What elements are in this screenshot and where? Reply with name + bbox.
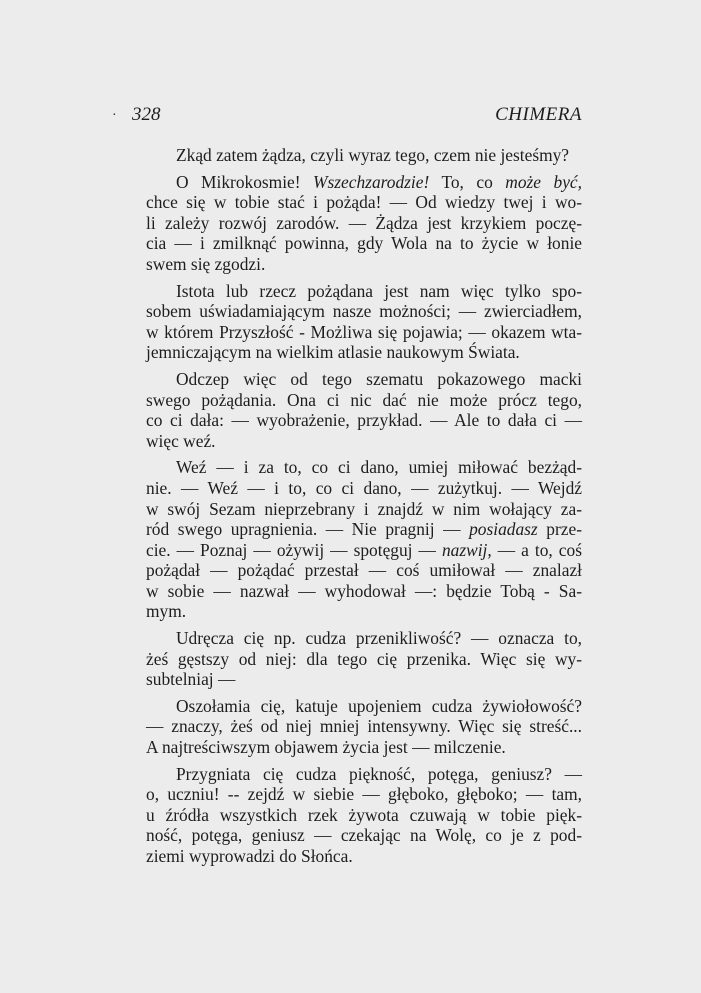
text-line: Przygniata cię cudza piękność, potęga, geniusz? — xyxy=(176,763,582,784)
paragraph xyxy=(146,457,582,622)
page-header xyxy=(112,104,582,130)
text-line: subtelniaj — xyxy=(146,669,236,690)
text-line: żeś gęstszy od niej: dla tego cię przenika. Więc się wy- xyxy=(146,648,582,669)
text-line: mym. xyxy=(146,601,187,622)
text-line: ród swego upragnienia. — Nie pragnij — posiadasz prze- xyxy=(146,519,582,540)
text-line: Udręcza cię np. cudza przenikliwość? — oznacza to, xyxy=(176,628,582,649)
text-line: O Mikrokosmie! Wszechzarodzie! To, co może być, xyxy=(176,171,582,192)
text-line: w sobie — nazwał — wyhodował —: będzie Tobą - Sa- xyxy=(146,580,582,601)
text-line: jemniczającym na wielkim atlasie naukowym Świata. xyxy=(146,342,520,363)
text-line: swego pożądania. Ona ci nic dać nie może prócz tego, xyxy=(146,389,582,410)
text-line: więc weź. xyxy=(146,430,216,451)
text-line: cie. — Poznaj — ożywij — spotęguj — nazwij, — a to, coś xyxy=(146,539,582,560)
text-line: w którem Przyszłość - Możliwa się pojawia; — okazem wta- xyxy=(146,321,582,342)
paragraph xyxy=(146,628,582,690)
paragraph xyxy=(146,764,582,867)
running-title: CHIMERA xyxy=(495,104,582,125)
text-line: A najtreściwszym objawem życia jest — milczenie. xyxy=(146,737,506,758)
text-line: Odczep więc od tego szematu pokazowego macki xyxy=(176,368,582,389)
text-line: ziemi wyprowadzi do Słońca. xyxy=(146,846,353,866)
margin-dot: · xyxy=(112,108,117,123)
text-line: Oszołamia cię, katuje upojeniem cudza żywiołowość? xyxy=(176,695,582,716)
text-line: — znaczy, żeś od niej mniej intensywny. Więc się streść... xyxy=(146,716,582,737)
paragraph xyxy=(146,369,582,451)
text-line: Istota lub rzecz pożądana jest nam więc tylko spo- xyxy=(176,280,582,301)
text-line: chce się w tobie stać i pożąda! — Od wiedzy twej i wo- xyxy=(146,192,582,213)
paragraph xyxy=(146,172,582,275)
text-line: Zkąd zatem żądza, czyli wyraz tego, czem nie jesteśmy? xyxy=(176,145,570,165)
text-line: u źródła wszystkich rzek żywota czuwają w tobie pięk- xyxy=(146,804,582,825)
text-line: cia — i zmilknąć powinna, gdy Wola na to życie w łonie xyxy=(146,233,582,254)
text-line: Weź — i za to, co ci dano, umiej miłować bezżąd- xyxy=(176,457,582,478)
text-line: ność, potęga, geniusz — czekając na Wolę, co je z pod- xyxy=(146,825,582,846)
text-line: pożądał — pożądać przestał — coś umiłował — znalazł xyxy=(146,560,582,581)
text-line: nie. — Weź — i to, co ci dano, — zużytkuj. — Wejdź xyxy=(146,477,582,498)
paragraph xyxy=(146,696,582,758)
paragraph xyxy=(146,145,582,166)
text-line: li zależy rozwój zarodów. — Żądza jest krzykiem poczę- xyxy=(146,212,582,233)
text-line: swem się zgodzi. xyxy=(146,253,266,274)
text-line: sobem uświadamiającym nasze możności; — zwierciadłem, xyxy=(146,301,582,322)
page-number: 328 xyxy=(132,104,161,125)
text-line: o, uczniu! -- zejdź w siebie — głęboko, głęboko; — tam, xyxy=(146,784,582,805)
text-line: w swój Sezam nieprzebrany i znajdź w nim wołający za- xyxy=(146,498,582,519)
body-text xyxy=(146,145,582,873)
text-line: co ci dała: — wyobrażenie, przykład. — Ale to dała ci — xyxy=(146,410,582,431)
paragraph xyxy=(146,281,582,363)
